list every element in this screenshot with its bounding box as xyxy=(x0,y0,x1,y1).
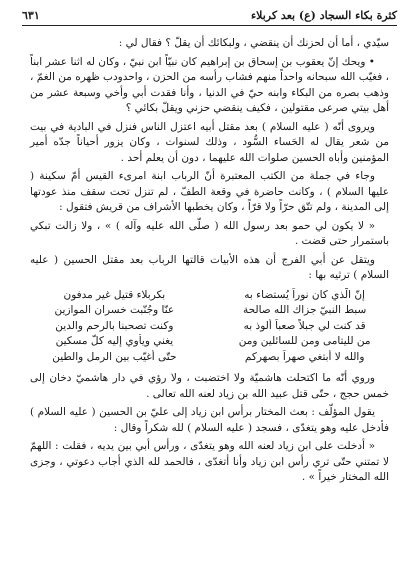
poem-verse xyxy=(30,319,389,335)
header-rule xyxy=(22,25,397,26)
verse-second-hemistich: عنّا وجُنّبت خسران الموازين xyxy=(54,304,175,316)
verse-second-hemistich: بكربلاء قتيل غير مدفون xyxy=(63,288,166,301)
paragraph: يقول المؤلّف : بعث المختار برأس ابن زياد إلى عليّ بن الحسين ( عليه السلام ) فأدخل عليه وهو يتغدّى ، فسجد ( عليه السلام ) لله شكراً وقال : xyxy=(30,406,389,434)
page-body xyxy=(30,36,389,489)
verse-first-hemistich: من لليتامى ومن للسائلين ومن xyxy=(238,335,371,347)
paragraph: وروي أنّه ما اكتحلت هاشميّة ولا اختضبت ، ولا رؤي في دار هاشميّ دخان إلى خمس حجج ، حتّى قتل عبيد الله بن زياد لعنه الله تعالى . xyxy=(30,372,389,400)
verse-first-hemistich: قد كنت لي جبلاً صعباً ألوذ به xyxy=(243,319,366,332)
paragraph: سيّدي ، أما أن لحزنك أن ينقضي ، ولبكائك أن يقلّ ؟ فقال لي : xyxy=(118,37,389,49)
verse-second-hemistich: حتّى أُغيّب بين الرمل والطين xyxy=(52,350,177,363)
poem-verse xyxy=(30,350,389,366)
quote-paragraph: « أدخلت على ابن زياد لعنه الله وهو يتغدّى ، ورأس أبي بين يديه ، فقلت : اللهمّ لا تمتني حتّى تري رأس ابن زياد وأنا أتغدّى ، فالحمد لله الذي أجاب دعوتي ، وجزى الله المختار خيراً » . xyxy=(30,440,389,483)
poem-verse xyxy=(30,303,389,319)
paragraph: • ويحك إنّ يعقوب بن إسحاق بن إبراهيم كان نبيّاً ابن نبيّ ، وكان له اثنا عشر ابناً ، فغيّب الله سبحانه واحداً منهم فشاب رأسه من الحزن ، واحدودب ظهره من الغمّ ، وذهب بصره من البكاء وابنه حيّ في الدنيا ، وأنا فقدت أبي وأخي وسبعة عشر من أهل بيتي صرعى مقتولين ، فكيف ينقضي حزني ويقلّ بكائي ؟ xyxy=(30,55,389,114)
verse-first-hemistich: إنّ الّذي كان نوراً يُستضاء به xyxy=(244,288,365,301)
verse-first-hemistich: والله لا أبتغي صهراً بصهركم xyxy=(244,350,365,363)
verse-second-hemistich: يغني ويأوي إليه كلّ مسكين xyxy=(55,335,174,347)
paragraph: ويتقل عن أبي الفرج أن هذه الأبيات قالتها الرباب بعد مقتل الحسين ( عليه السلام ) ترثيه بها : xyxy=(30,253,389,281)
page-number: ٦٣١ xyxy=(22,8,40,22)
header-title: كثرة بكاء السجاد (ع) بعد كربلاء xyxy=(251,8,397,22)
poem-verse xyxy=(30,288,389,304)
verse-second-hemistich: وكنت تصحبنا بالرحم والدين xyxy=(55,319,174,332)
paragraph: وجاء في جملة من الكتب المعتبرة أنّ الرباب ابنة امرىء القيس أمّ سكينة ( عليها السلام ) ، وكانت حاضرة في وقعة الطفّ ، لم تنزل تحت سقف منذ عودتها إلى المدينة ، ولم تتّق حرّاً ولا قرّاً ، وكان يخطبها الأشراف من قريش فتقول : xyxy=(30,170,389,213)
verse-first-hemistich: سبط النبيّ جزاك الله صالحة xyxy=(242,304,367,316)
poem xyxy=(30,288,389,366)
running-header xyxy=(22,6,397,24)
poem-verse xyxy=(30,334,389,350)
paragraph: ويروى أنّه ( عليه السلام ) بعد مقتل أبيه اعتزل الناس فنزل في البادية في بيت من شعر يقال له الحَساء السُّود ، وذلك لسنوات ، وكان يزور أحياناً جدّه أمير المؤمنين وأباه الحسين صلوات الله عليهما ، دون أن يعلم أحد . xyxy=(30,120,389,164)
quote-paragraph: « لا يكون لي حمو بعد رسول الله ( صلّى الله عليه وآله ) » ، ولا زالت تبكي باستمرار حتى قضت . xyxy=(30,219,389,247)
